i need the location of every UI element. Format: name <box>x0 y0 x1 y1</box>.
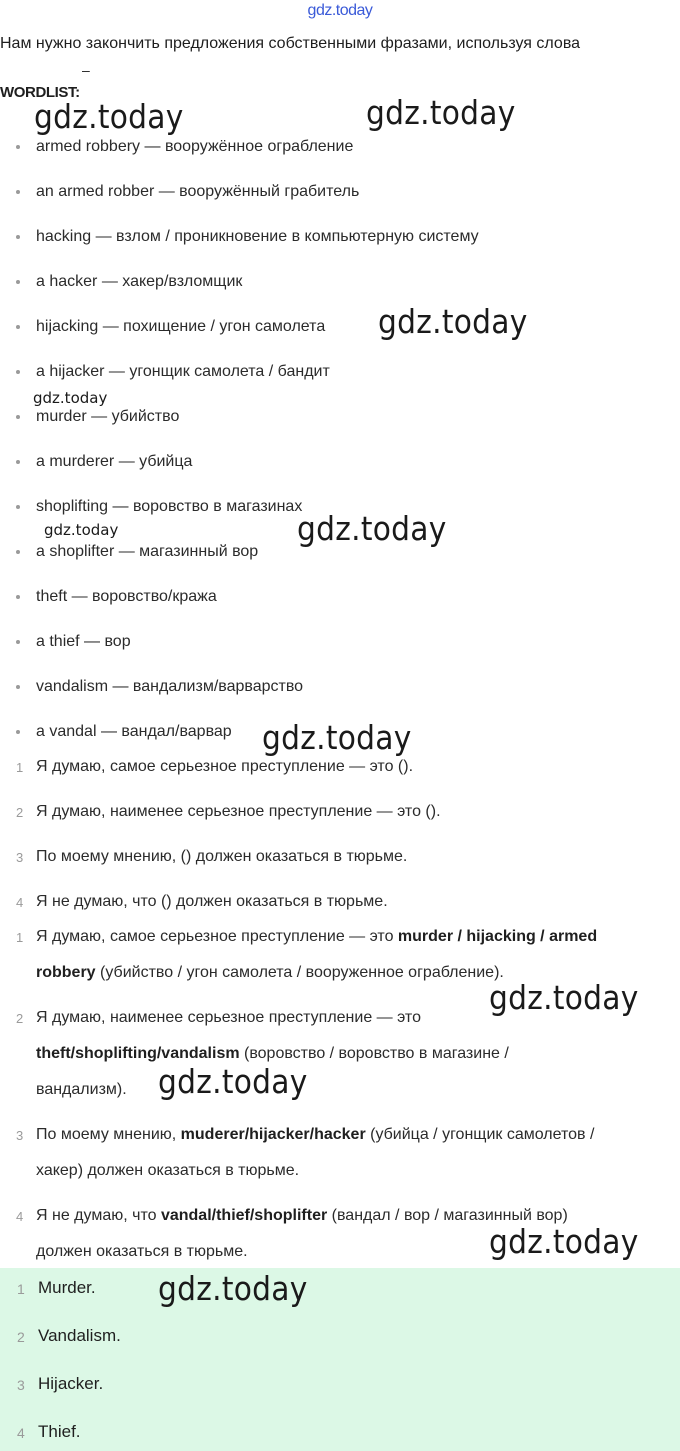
wordlist-item: a shoplifter — магазинный вор <box>16 542 258 562</box>
watermark: gdz.today <box>489 978 639 1017</box>
watermark: gdz.today <box>158 1062 308 1101</box>
question-number: 2 <box>16 805 24 820</box>
wordlist-item: shoplifting — воровство в магазинах <box>16 497 302 517</box>
wordlist-item: a vandal — вандал/варвар <box>16 722 232 742</box>
bullet-icon <box>16 235 20 239</box>
answer-line: По моему мнению, muderer/hijacker/hacker (убийца / угонщик самолетов / <box>36 1126 595 1143</box>
question-text: Я думаю, наименее серьезное преступление — это (). <box>36 803 441 820</box>
bullet-icon <box>16 280 20 284</box>
bullet-icon <box>16 730 20 734</box>
watermark: gdz.today <box>366 93 516 132</box>
answer-line: должен оказаться в тюрьме. <box>36 1243 248 1260</box>
wordlist-item: murder — убийство <box>16 407 179 427</box>
watermark: gdz.today <box>262 718 412 757</box>
answer-number: 1 <box>16 930 24 945</box>
question-text: Я не думаю, что () должен оказаться в тюрьме. <box>36 893 388 910</box>
summary-number: 4 <box>17 1425 25 1441</box>
wordlist-item: hacking — взлом / проникновение в компьютерную систему <box>16 227 479 247</box>
bullet-icon <box>16 145 20 149</box>
answer-line: Я думаю, самое серьезное преступление — это murder / hijacking / armed <box>36 928 598 945</box>
summary-text: Murder. <box>38 1278 96 1297</box>
watermark: gdz.today <box>489 1222 639 1261</box>
top-watermark: gdz.today <box>307 2 373 19</box>
answer-number: 2 <box>16 1011 24 1026</box>
bullet-icon <box>16 595 20 599</box>
intro-dash: – <box>82 62 90 78</box>
wordlist-item: armed robbery — вооружённое ограбление <box>16 137 353 157</box>
answer-line: Я не думаю, что vandal/thief/shoplifter (вандал / вор / магазинный вор) <box>36 1207 568 1224</box>
wordlist-item: an armed robber — вооружённый грабитель <box>16 182 359 202</box>
watermark: gdz.today <box>297 509 447 548</box>
wordlist-item: theft — воровство/кража <box>16 587 217 607</box>
summary-number: 1 <box>17 1281 25 1297</box>
question-number: 1 <box>16 760 24 775</box>
wordlist-item: a thief — вор <box>16 632 131 652</box>
question-text: По моему мнению, () должен оказаться в тюрьме. <box>36 848 408 865</box>
bullet-icon <box>16 505 20 509</box>
answer-line: Я думаю, наименее серьезное преступление — это <box>36 1009 421 1026</box>
summary-box <box>0 1268 680 1451</box>
watermark: gdz.today <box>33 389 108 407</box>
watermark: gdz.today <box>158 1269 308 1308</box>
wordlist-item: a murderer — убийца <box>16 452 192 472</box>
wordlist-item: hijacking — похищение / угон самолета <box>16 317 325 337</box>
summary-text: Hijacker. <box>38 1374 104 1393</box>
question-text: Я думаю, самое серьезное преступление — это (). <box>36 758 414 775</box>
watermark: gdz.today <box>378 302 528 341</box>
bullet-icon <box>16 685 20 689</box>
question-number: 3 <box>16 850 24 865</box>
answer-line: theft/shoplifting/vandalism (воровство / воровство в магазине / <box>36 1045 509 1062</box>
bullet-icon <box>16 415 20 419</box>
bullet-icon <box>16 460 20 464</box>
wordlist-item: vandalism — вандализм/варварство <box>16 677 303 697</box>
bullet-icon <box>16 325 20 329</box>
bullet-icon <box>16 640 20 644</box>
watermark: gdz.today <box>34 97 184 136</box>
answer-number: 4 <box>16 1209 24 1224</box>
bullet-icon <box>16 190 20 194</box>
summary-number: 3 <box>17 1377 25 1393</box>
summary-number: 2 <box>17 1329 25 1345</box>
summary-text: Thief. <box>38 1422 81 1441</box>
bullet-icon <box>16 550 20 554</box>
answer-line: хакер) должен оказаться в тюрьме. <box>36 1162 300 1179</box>
answer-line: robbery (убийство / угон самолета / вооруженное ограбление). <box>36 964 504 981</box>
intro-text: Нам нужно закончить предложения собственными фразами, используя слова <box>0 35 581 52</box>
wordlist-title: WORDLIST: <box>0 84 80 101</box>
watermark: gdz.today <box>44 521 119 539</box>
answer-number: 3 <box>16 1128 24 1143</box>
wordlist-item: a hijacker — угонщик самолета / бандит <box>16 362 330 382</box>
bullet-icon <box>16 370 20 374</box>
answer-line: вандализм). <box>36 1081 127 1098</box>
summary-text: Vandalism. <box>38 1326 121 1345</box>
wordlist-item: a hacker — хакер/взломщик <box>16 272 242 292</box>
question-number: 4 <box>16 895 24 910</box>
